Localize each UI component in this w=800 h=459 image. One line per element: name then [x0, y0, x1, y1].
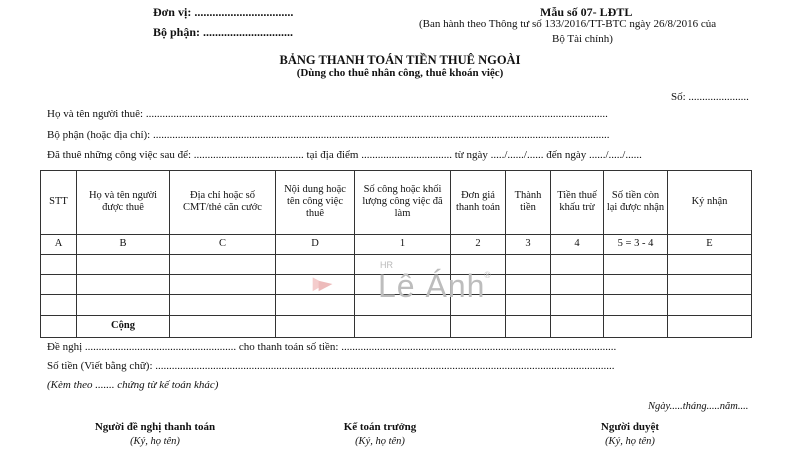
- header-noi-dung: Nội dung hoặc tên công việc thuê: [276, 171, 355, 235]
- header-so-cong: Số công hoặc khối lượng công việc đã làm: [355, 171, 451, 235]
- code-cell: 5 = 3 - 4: [604, 234, 668, 254]
- issued-line-2: Bộ Tài chính): [552, 33, 613, 45]
- bo-phan-label: Bộ phận: ..............................: [153, 25, 294, 39]
- table-header-row: [41, 171, 752, 235]
- field-kem-theo: (Kèm theo ....... chứng từ kế toán khác): [47, 379, 219, 391]
- watermark-name: Lê Ánh: [378, 268, 486, 304]
- header-don-gia: Đơn giá thanh toán: [451, 171, 506, 235]
- header-stt: STT: [41, 171, 77, 235]
- header-tien-thue: Tiền thuế khấu trừ: [551, 171, 604, 235]
- header-thanh-tien: Thành tiền: [506, 171, 551, 235]
- form-number: Mẫu số 07- LĐTL: [540, 5, 633, 19]
- signer-note: (Ký, họ tên): [130, 436, 180, 447]
- signer-title-nguoi-duyet: Người duyệt: [600, 421, 660, 433]
- header-ho-ten: Họ và tên người được thuê: [77, 171, 170, 235]
- code-cell: 2: [451, 234, 506, 254]
- field-da-thue: Đã thuê những công việc sau để: ........................................ tại địa điểm ................................. từ ngày ...../....../...... đến ngày ....../...../......: [47, 149, 642, 161]
- code-cell: 1: [355, 234, 451, 254]
- total-label: Cộng: [77, 315, 170, 337]
- field-de-nghi: Đề nghị ....................................................... cho thanh toán số tiền: ....................................................................................................: [47, 341, 617, 353]
- code-cell: B: [77, 234, 170, 254]
- field-so-tien-bang-chu: Số tiền (Viết bằng chữ): .......................................................................................................................................................................: [47, 360, 615, 372]
- payment-table: [40, 170, 751, 338]
- code-cell: D: [276, 234, 355, 254]
- issued-line-1: (Ban hành theo Thông tư số 133/2016/TT-BTC ngày 26/8/2016 của: [419, 18, 717, 30]
- document-number: Số: ......................: [671, 91, 749, 103]
- don-vi-label: Đơn vị: .................................: [153, 5, 294, 19]
- watermark-registered: ®: [484, 270, 491, 280]
- field-ho-ten-nguoi-thue: Họ và tên người thuê: ........................................................................................................................................................................: [47, 108, 608, 120]
- header-ky-nhan: Ký nhận: [668, 171, 752, 235]
- signer-title-ke-toan: Kế toán trưởng: [343, 421, 417, 433]
- date-line: Ngày.....tháng.....năm....: [648, 401, 749, 412]
- field-bo-phan: Bộ phận (hoặc địa chỉ): ......................................................................................................................................................................: [47, 129, 610, 141]
- document-title: BẢNG THANH TOÁN TIỀN THUÊ NGOÀI: [279, 53, 521, 67]
- table-total-row: [41, 315, 752, 337]
- signer-note: (Ký, họ tên): [355, 436, 405, 447]
- code-cell: E: [668, 234, 752, 254]
- watermark-hr: HR: [380, 260, 393, 270]
- code-cell: A: [41, 234, 77, 254]
- signer-title-de-nghi: Người đề nghị thanh toán: [94, 421, 216, 433]
- signer-note: (Ký, họ tên): [605, 436, 655, 447]
- code-cell: C: [170, 234, 276, 254]
- document-subtitle: (Dùng cho thuê nhân công, thuê khoán việc): [296, 67, 504, 79]
- table-code-row: [41, 234, 752, 254]
- le-anh-logo-icon: [312, 262, 378, 308]
- header-dia-chi: Địa chỉ hoặc số CMT/thẻ căn cước: [170, 171, 276, 235]
- code-cell: 4: [551, 234, 604, 254]
- header-so-tien-con-lai: Số tiền còn lại được nhận: [604, 171, 668, 235]
- code-cell: 3: [506, 234, 551, 254]
